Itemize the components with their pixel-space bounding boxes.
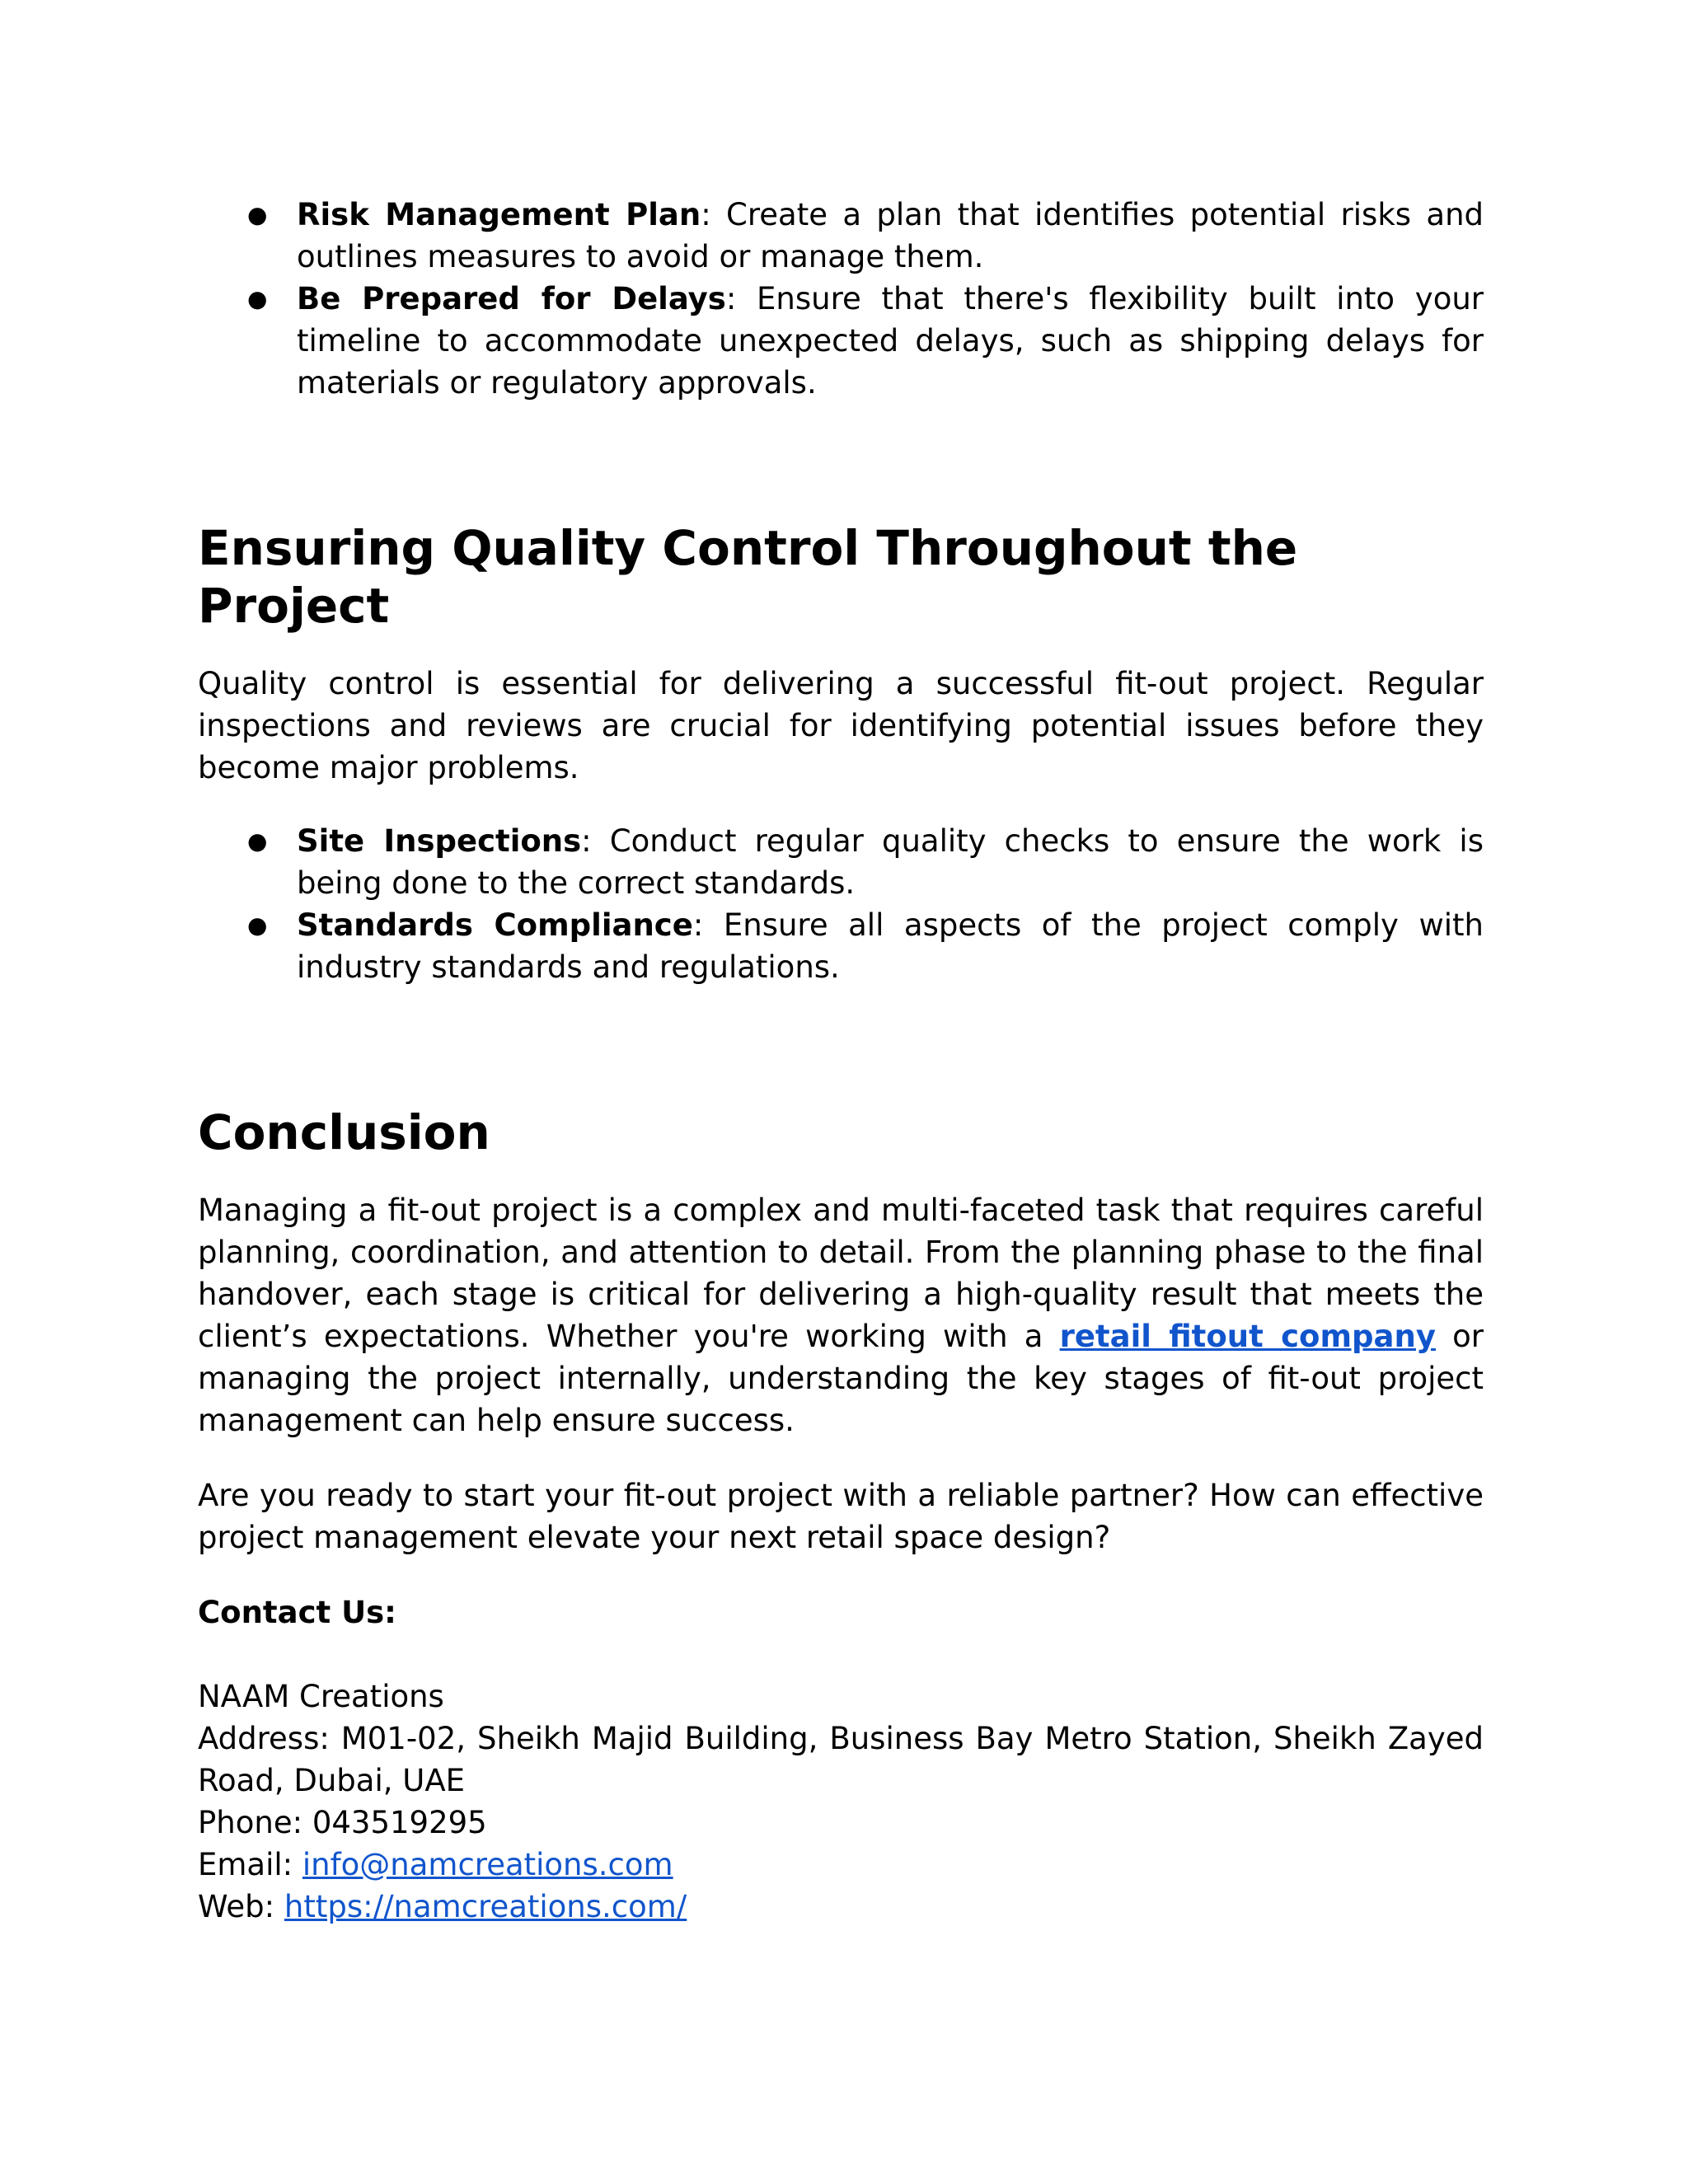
- top-bullet-list: [198, 194, 1484, 404]
- list-item: [198, 194, 1484, 278]
- bullet-icon: ●: [247, 827, 268, 855]
- contact-address: Address: M01-02, Sheikh Majid Building, Business Bay Metro Station, Sheikh Zayed Road, Dubai, UAE: [198, 1721, 1484, 1798]
- web-label: Web:: [198, 1889, 284, 1924]
- contact-phone: Phone: 043519295: [198, 1805, 487, 1840]
- bullet-text: : Ensure all aspects of the project comply with industry standards and regulations.: [297, 907, 1484, 985]
- list-item: [198, 278, 1484, 404]
- document-page: [198, 194, 1484, 1928]
- quality-bullet-list: [198, 820, 1484, 988]
- contact-email-row: [198, 1844, 1484, 1886]
- list-item: [198, 904, 1484, 988]
- conclusion-text-before: Managing a fit-out project is a complex and multi-faceted task that requires careful planning, coordination, and attention to detail. From the planning phase to the final handover, each stage is critical for delivering a high-quality result that meets the client’s expectations. Whether you're working with a: [198, 1193, 1484, 1354]
- bullet-term: Standards Compliance: [297, 907, 693, 943]
- bullet-term: Be Prepared for Delays: [297, 281, 726, 316]
- email-link[interactable]: info@namcreations.com: [302, 1847, 673, 1882]
- contact-web-row: [198, 1886, 1484, 1928]
- bullet-icon: ●: [247, 201, 268, 228]
- conclusion-text-after: or managing the project internally, understanding the key stages of fit-out project management can help ensure success.: [198, 1319, 1484, 1438]
- email-label: Email:: [198, 1847, 302, 1882]
- conclusion-paragraph: [198, 1189, 1484, 1441]
- conclusion-question: Are you ready to start your fit-out project with a reliable partner? How can effective project management elevate your next retail space design?: [198, 1478, 1484, 1555]
- conclusion-heading: Conclusion: [198, 1104, 490, 1160]
- bullet-text: : Ensure that there's flexibility built into your timeline to accommodate unexpected delays, such as shipping delays for materials or regulatory approvals.: [297, 281, 1484, 401]
- retail-fitout-company-link[interactable]: retail fitout company: [1059, 1319, 1436, 1354]
- website-link[interactable]: https://namcreations.com/: [284, 1889, 687, 1924]
- quality-heading: Ensuring Quality Control Throughout the Project: [198, 520, 1298, 634]
- quality-intro: Quality control is essential for delivering a successful fit-out project. Regular inspections and reviews are crucial for identifying potential issues before they become major problems.: [198, 666, 1484, 785]
- contact-heading: Contact Us:: [198, 1595, 396, 1630]
- bullet-icon: ●: [247, 912, 268, 939]
- bullet-icon: ●: [247, 285, 268, 312]
- bullet-text: : Create a plan that identifies potential risks and outlines measures to avoid or manage them.: [297, 197, 1484, 274]
- company-name: NAAM Creations: [198, 1679, 444, 1714]
- bullet-term: Risk Management Plan: [297, 197, 701, 232]
- bullet-term: Site Inspections: [297, 823, 582, 859]
- bullet-text: : Conduct regular quality checks to ensure the work is being done to the correct standards.: [297, 823, 1484, 901]
- contact-block: [198, 1675, 1484, 1928]
- list-item: [198, 820, 1484, 904]
